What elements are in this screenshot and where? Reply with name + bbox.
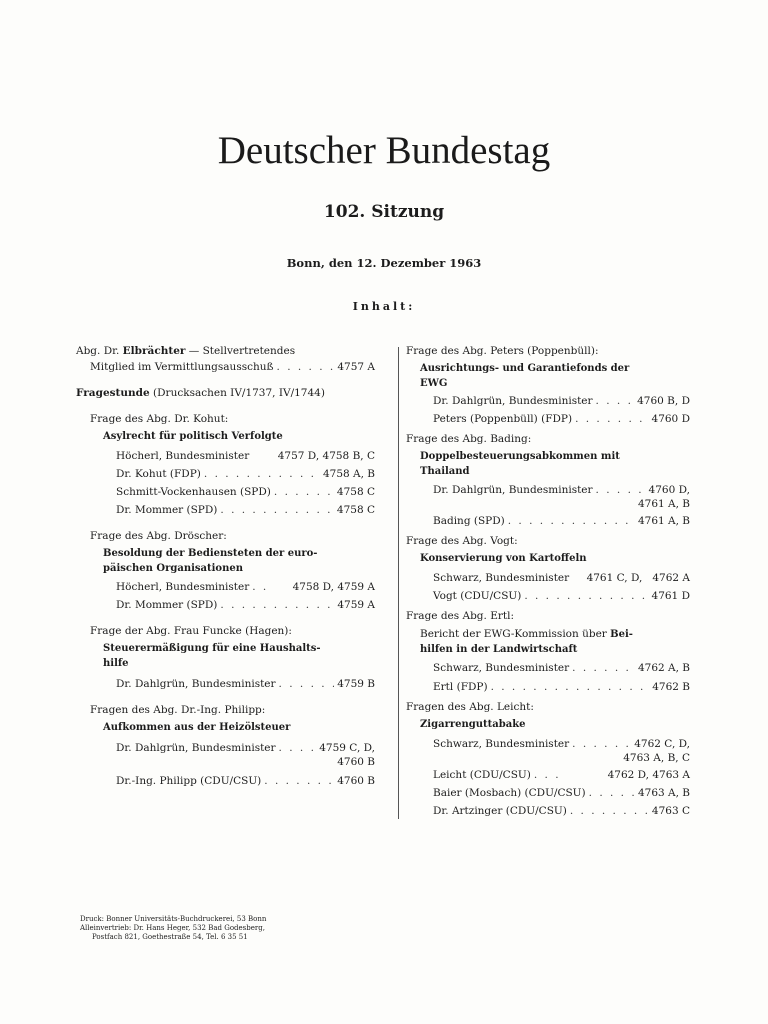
dot-leader: [277, 359, 335, 375]
speaker-row: [406, 588, 690, 604]
question-topic: Asylrecht für politisch Verfolgte: [103, 431, 283, 442]
speaker-row: [406, 660, 690, 676]
speaker-name: Vogt (CDU/CSU): [433, 590, 522, 602]
question-topic: Aufkommen aus der Heizölsteuer: [103, 722, 291, 733]
speaker-name: Dr. Dahlgrün, Bundesminister: [116, 742, 276, 754]
page-ref: 4760 B: [337, 756, 375, 768]
dot-leader: [279, 740, 317, 756]
speaker-row: [76, 597, 375, 613]
imprint-line: Druck: Bonner Universitäts-Buchdruckerei, 53 Bonn: [80, 915, 267, 923]
session-number: 102. Sitzung: [323, 202, 445, 222]
entry-prefix: Abg. Dr.: [76, 345, 120, 357]
page-ref: 4761 A, B: [637, 515, 690, 527]
question-label: Frage des Abg. Peters (Poppenbüll):: [406, 345, 599, 357]
dot-leader: [204, 466, 320, 482]
dot-leader: [575, 411, 648, 427]
entry-name: Elbrächter: [122, 345, 186, 357]
column-divider: [398, 347, 399, 819]
speaker-name: Bading (SPD): [433, 515, 505, 527]
speaker-row: [76, 579, 375, 595]
question-topic: Thailand: [420, 466, 470, 477]
fragestunde-heading: [76, 385, 375, 401]
page-ref: 4759 B: [337, 678, 375, 690]
speaker-name: Dr.-Ing. Philipp (CDU/CSU): [116, 775, 262, 787]
speaker-name: Dr. Artzinger (CDU/CSU): [433, 805, 567, 817]
speaker-name: Leicht (CDU/CSU): [433, 769, 531, 781]
question-label: Frage des Abg. Dröscher:: [90, 530, 227, 542]
speaker-name: Dr. Dahlgrün, Bundesminister: [433, 484, 593, 496]
page-ref: 4758 D, 4759 A: [292, 581, 375, 593]
page-ref-continuation: [76, 756, 375, 769]
dot-leader: [596, 482, 646, 498]
page-ref: 4759 A: [337, 599, 375, 611]
question-topic: Ausrichtungs- und Garantiefonds der: [420, 363, 630, 374]
speaker-row: [406, 736, 690, 752]
question-label: Frage des Abg. Vogt:: [406, 535, 518, 547]
contents-right-column: [406, 343, 690, 819]
dot-leader: [589, 785, 635, 801]
page-ref: 4757 D, 4758 B, C: [277, 450, 375, 462]
dot-leader: [534, 767, 566, 783]
speaker-name: Dr. Dahlgrün, Bundesminister: [116, 678, 276, 690]
page-ref: 4760 D: [651, 413, 690, 425]
contents-heading: Inhalt:: [352, 300, 416, 313]
speaker-name: Dr. Dahlgrün, Bundesminister: [433, 395, 593, 407]
page-ref: 4758 A, B: [322, 468, 375, 480]
question-topic: Zigarrenguttabake: [420, 719, 526, 730]
session-date: Bonn, den 12. Dezember 1963: [286, 256, 482, 270]
page-ref: 4763 A, B, C: [623, 752, 690, 764]
speaker-row: [76, 466, 375, 482]
dot-leader: [264, 773, 334, 789]
speaker-row: [406, 393, 690, 409]
fragestunde-label: Fragestunde: [76, 387, 150, 399]
speaker-row: [406, 785, 690, 801]
page-ref: 4759 C, D,: [319, 742, 375, 754]
question-topic: päischen Organisationen: [103, 563, 243, 574]
dot-leader: [572, 660, 635, 676]
page-ref: 4758 C: [336, 486, 375, 498]
speaker-name: Dr. Mommer (SPD): [116, 504, 218, 516]
page-ref: 4760 B: [337, 775, 375, 787]
speaker-row: [76, 484, 375, 500]
dot-leader: [252, 579, 266, 595]
dot-leader: [220, 502, 334, 518]
page-ref: 4757 A: [337, 361, 375, 373]
question-topic: Doppelbesteuerungsabkommen mit: [420, 451, 620, 462]
question-label: Frage des Abg. Ertl:: [406, 610, 514, 622]
speaker-row: [76, 740, 375, 756]
page-ref-continuation: [406, 498, 690, 511]
speaker-name: Baier (Mosbach) (CDU/CSU): [433, 787, 586, 799]
entry-suffix: — Stellvertretendes: [188, 345, 296, 357]
page-ref: 4762 C, D,: [634, 738, 690, 750]
question-topic: hilfe: [103, 658, 129, 669]
question-topic: hilfen in der Landwirtschaft: [420, 644, 578, 655]
page-ref-continuation: [406, 752, 690, 765]
entry-elbraechter: [76, 343, 375, 359]
speaker-name: Schmitt-Vockenhausen (SPD): [116, 486, 271, 498]
speaker-row: [406, 513, 690, 529]
dot-leader: [596, 393, 635, 409]
fragestunde-docs: (Drucksachen IV/1737, IV/1744): [153, 387, 325, 399]
speaker-name: Dr. Kohut (FDP): [116, 468, 201, 480]
page-ref: 4761 A, B: [637, 498, 690, 510]
dot-leader: [274, 484, 334, 500]
printer-imprint: [80, 915, 266, 942]
speaker-row: [406, 679, 690, 695]
question-label: Fragen des Abg. Leicht:: [406, 701, 534, 713]
entry-elbraechter-line2: [76, 359, 375, 375]
question-topic: EWG: [420, 378, 448, 389]
speaker-row: [406, 803, 690, 819]
page-ref: 4762 B: [652, 681, 690, 693]
imprint-line: Alleinvertrieb: Dr. Hans Heger, 532 Bad Godesberg,: [80, 924, 265, 932]
document-title: Deutscher Bundestag: [217, 129, 551, 172]
page-ref: 4762 D, 4763 A: [607, 769, 690, 781]
page-ref: 4761 D: [651, 590, 690, 602]
page-ref: 4762 A, B: [637, 662, 690, 674]
speaker-row: [76, 448, 375, 464]
question-topic: Konservierung von Kartoffeln: [420, 553, 587, 564]
speaker-name: Schwarz, Bundesminister: [433, 662, 570, 674]
speaker-row: [406, 411, 690, 427]
question-label: Frage des Abg. Bading:: [406, 433, 532, 445]
speaker-row: [76, 502, 375, 518]
speaker-name: Dr. Mommer (SPD): [116, 599, 218, 611]
speaker-name: Peters (Poppenbüll) (FDP): [433, 413, 573, 425]
entry-text: Mitglied im Vermittlungsausschuß: [90, 361, 274, 373]
speaker-name: Schwarz, Bundesminister: [433, 572, 570, 584]
dot-leader: [491, 679, 650, 695]
page-ref: 4761 C, D, 4762 A: [586, 572, 690, 584]
topic-text: Bericht der EWG-Kommission über: [420, 628, 607, 640]
imprint-line: Postfach 821, Goethestraße 54, Tel. 6 35 51: [92, 933, 248, 941]
dot-leader: [524, 588, 648, 604]
dot-leader: [279, 676, 335, 692]
page-ref: 4763 A, B: [637, 787, 690, 799]
question-label: Fragen des Abg. Dr.-Ing. Philipp:: [90, 704, 266, 716]
speaker-row: [76, 676, 375, 692]
dot-leader: [220, 597, 334, 613]
page-ref: 4763 C: [651, 805, 690, 817]
page-ref: 4758 C: [336, 504, 375, 516]
speaker-name: Schwarz, Bundesminister: [433, 738, 570, 750]
dot-leader: [508, 513, 635, 529]
speaker-name: Ertl (FDP): [433, 681, 488, 693]
dot-leader: [570, 803, 649, 819]
speaker-row: [76, 773, 375, 789]
question-topic: [406, 626, 690, 643]
speaker-name: Höcherl, Bundesminister: [116, 581, 250, 593]
speaker-name: Höcherl, Bundesminister: [116, 450, 250, 462]
question-topic: Besoldung der Bediensteten der euro-: [103, 548, 318, 559]
question-topic: Steuerermäßigung für eine Haushalts-: [103, 643, 321, 654]
contents-left-column: [76, 343, 375, 789]
speaker-row: [406, 767, 690, 783]
page-ref: 4760 D,: [648, 484, 690, 496]
question-label: Frage des Abg. Dr. Kohut:: [90, 413, 229, 425]
speaker-row: [406, 482, 690, 498]
dot-leader: [572, 736, 631, 752]
speaker-row: [406, 570, 690, 586]
question-label: Frage der Abg. Frau Funcke (Hagen):: [90, 625, 292, 637]
topic-text-bold: Bei-: [610, 629, 633, 640]
page-ref: 4760 B, D: [637, 395, 690, 407]
